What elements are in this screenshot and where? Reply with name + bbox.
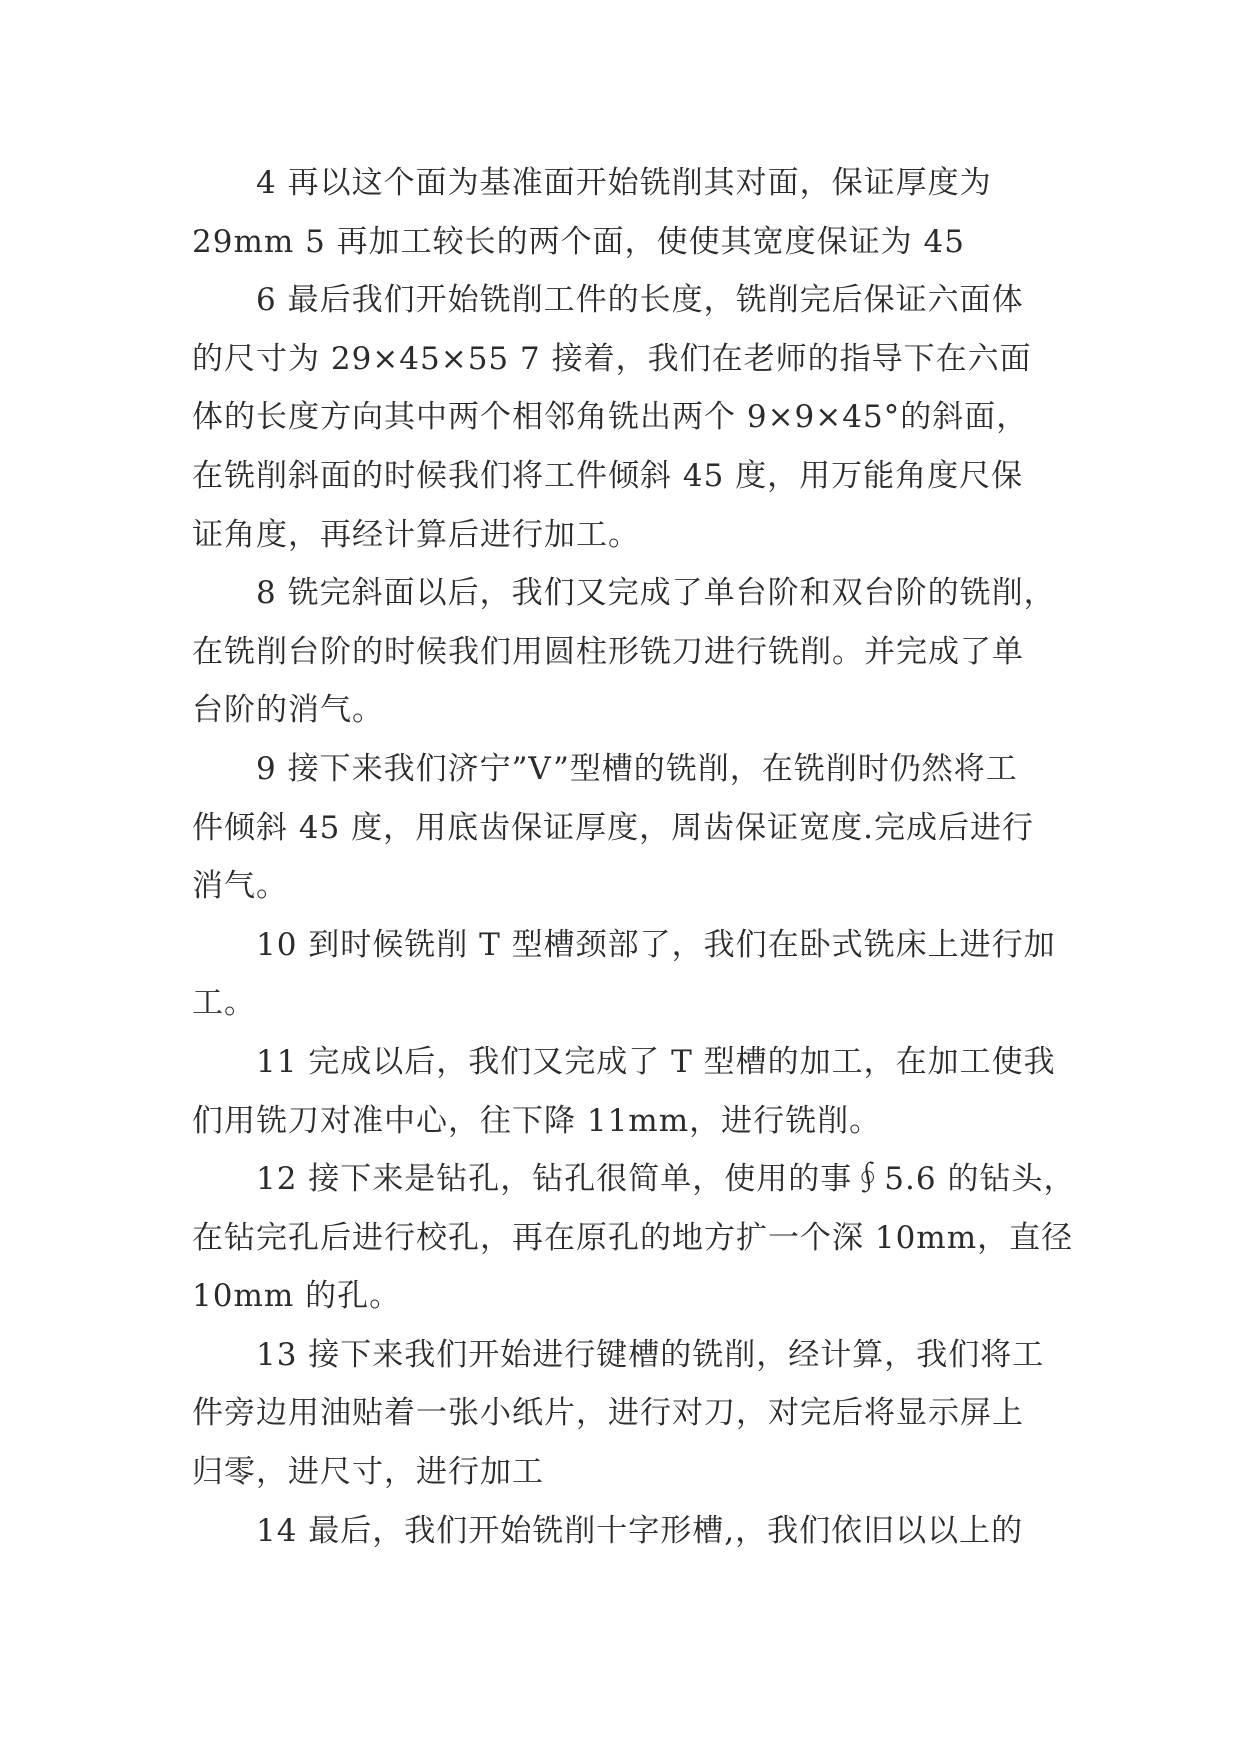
text-line: 件倾斜 45 度，用底齿保证厚度，周齿保证宽度.完成后进行 <box>192 809 1035 846</box>
paragraph-first-line: 12 接下来是钻孔，钻孔很简单，使用的事∮5.6 的钻头， <box>256 1161 1076 1198</box>
text-line: 10mm 的孔。 <box>192 1278 402 1315</box>
text-line: 的尺寸为 29×45×55 7 接着，我们在老师的指导下在六面 <box>192 340 1032 377</box>
paragraph-first-line: 9 接下来我们济宁”V”型槽的铣削，在铣削时仍然将工 <box>256 750 1018 787</box>
text-line: 在铣削台阶的时候我们用圆柱形铣刀进行铣削。并完成了单 <box>192 633 1024 670</box>
text-line: 消气。 <box>192 868 288 905</box>
paragraph-first-line: 6 最后我们开始铣削工件的长度，铣削完后保证六面体 <box>256 282 1024 319</box>
text-line: 在钻完孔后进行校孔，再在原孔的地方扩一个深 10mm，直径 <box>192 1219 1074 1256</box>
paragraph-first-line: 14 最后，我们开始铣削十字形槽,，我们依旧以以上的 <box>256 1512 1024 1549</box>
document-body <box>192 154 1076 1560</box>
paragraph-first-line: 10 到时候铣削 T 型槽颈部了，我们在卧式铣床上进行加 <box>256 926 1056 963</box>
text-line: 在铣削斜面的时候我们将工件倾斜 45 度，用万能角度尺保 <box>192 457 1024 494</box>
text-line: 证角度，再经计算后进行加工。 <box>192 516 640 553</box>
paragraph-first-line: 11 完成以后，我们又完成了 T 型槽的加工，在加工使我 <box>256 1043 1056 1080</box>
text-line: 件旁边用油贴着一张小纸片，进行对刀，对完后将显示屏上 <box>192 1395 1024 1432</box>
paragraph-first-line: 8 铣完斜面以后，我们又完成了单台阶和双台阶的铣削， <box>256 575 1056 612</box>
text-line: 归零，进尺寸，进行加工 <box>192 1454 544 1491</box>
text-line: 29mm 5 再加工较长的两个面，使使其宽度保证为 45 <box>192 223 965 260</box>
text-line: 台阶的消气。 <box>192 692 384 729</box>
text-line: 体的长度方向其中两个相邻角铣出两个 9×9×45°的斜面， <box>192 399 1029 436</box>
paragraph-first-line: 4 再以这个面为基准面开始铣削其对面，保证厚度为 <box>256 165 992 201</box>
text-line: 工。 <box>192 985 256 1022</box>
text-line: 们用铣刀对准中心，往下降 11mm，进行铣削。 <box>192 1102 882 1139</box>
paragraph-first-line: 13 接下来我们开始进行键槽的铣削，经计算，我们将工 <box>256 1336 1045 1373</box>
